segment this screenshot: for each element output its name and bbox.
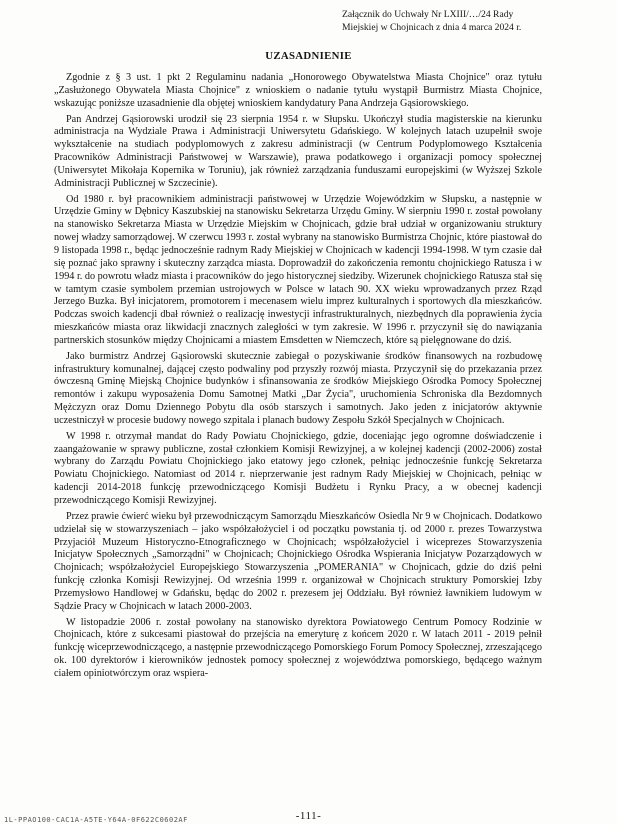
paragraph: Od 1980 r. był pracownikiem administracji państwowej w Urzędzie Wojewódzkim w Słupsku, a następnie w Urzędzie Gminy w Dębnicy Kaszubskiej na stanowisku Sekretarza Urzędu Gminy. W sierpniu 1990 r. został powołany na stanowisko Sekretarza Miasta w Urzędzie Miejskim w Chojnicach, gdzie brał udział w organizowaniu struktury nowej władzy samorządowej. W czerwcu 1993 r. został wybrany na stanowisko Burmistrza Chojnic, które piastował do 9 listopada 1998 r., będąc jednocześnie radnym Rady Miejskiej w Chojnicach w kadencji 1994-1998. W tym czasie dał się poznać jako sprawny i skuteczny zarządca miasta. Doprowadził do zakończenia remontu chojnickiego Ratusza i w 1994 r. do powrotu władz miasta i pracowników do jego historycznej siedziby. Wizerunek chojnickiego Ratusza stał się w tamtym czasie symbolem przemian ustrojowych w Polsce w latach 90. XX wieku wprowadzanych przez Rząd Jerzego Buzka. Był inicjatorem, promotorem i mecenasem wielu imprez kulturalnych i sportowych dla mieszkańców. Podczas swoich kadencji dbał również o realizację inwestycji infrastrukturalnych, niezbędnych dla poprawienia życia mieszkańców miasta oraz likwidacji znacznych zaległości w tym zakresie. W 1996 r. przyczynił się do nawiązania partnerskich stosunków między Chojnicami a miastem Emsdetten w Niemczech, które są pielęgnowane do dziś. (54, 193, 542, 346)
page-number: -111- (295, 810, 322, 822)
header-line-2: Miejskiej w Chojnicach z dnia 4 marca 2024 r. (342, 22, 522, 33)
paragraph: Jako burmistrz Andrzej Gąsiorowski skutecznie zabiegał o pozyskiwanie środków finansowych na rozbudowę infrastruktury komunalnej, dającej często podwaliny pod przyszły rozwój miasta. Przyczynił się do przekazania przez ówczesną Gminę Miejską Chojnice budynków i sfinansowania ze środków Miejskiego Ośrodka Pomocy Społecznej remontów i zakupu wyposażenia Domu Samotnej Matki „Dar Życia", uruchomienia Schroniska dla Bezdomnych Mężczyzn oraz Domu Dziennego Pobytu dla osób starszych i samotnych. Jako jeden z inicjatorów aktywnie uczestniczył w procesie budowy nowego szpitala i planach budowy Zespołu Szkół Specjalnych w Chojnicach. (54, 350, 542, 426)
header-line-1: Załącznik do Uchwały Nr LXIII/…/24 Rady (342, 9, 514, 20)
attachment-header (342, 8, 610, 34)
document-title: UZASADNIENIE (265, 50, 352, 62)
paragraph: Przez prawie ćwierć wieku był przewodniczącym Samorządu Mieszkańców Osiedla Nr 9 w Chojnicach. Dodatkowo udzielał się w stowarzyszeniach – jako współzałożyciel i od początku powstania tj. od 2000 r. prezes Towarzystwa Przyjaciół Muzeum Historyczno-Etnograficznego w Chojnicach; współzałożyciel i wiceprezes Stowarzyszenia Inicjatyw Społecznych „Samorządni" w Chojnicach; Chojnickiego Ośrodka Wspierania Inicjatyw Pozarządowych w Chojnicach; współzałożyciel Europejskiego Stowarzyszenia „POMERANIA" w Chojnicach, gdzie do dziś pełni funkcję członka Komisji Rewizyjnej. Od września 1999 r. organizował w Chojnicach struktury Pomorskiej Izby Przemysłowo Handlowej w Gdańsku, będąc do 2002 r. prezesem jej Oddziału. Był również ławnikiem ludowym w Sądzie Pracy w Chojnicach w latach 2000-2003. (54, 510, 542, 612)
paragraph: Zgodnie z § 3 ust. 1 pkt 2 Regulaminu nadania „Honorowego Obywatelstwa Miasta Chojnice" oraz tytułu „Zasłużonego Obywatela Miasta Chojnice" z wnioskiem o nadanie tytułu wystąpił Burmistrz Miasta Chojnice, wskazując poniższe uzasadnienie dla objętej wnioskiem kandydatury Pana Andrzeja Gąsiorowskiego. (54, 72, 542, 109)
paragraph: W 1998 r. otrzymał mandat do Rady Powiatu Chojnickiego, gdzie, doceniając jego ogromne doświadczenie i zaangażowanie w sprawy publiczne, został członkiem Komisji Rewizyjnej, a w kolejnej kadencji (2002-2006) został wybrany do Zarządu Powiatu Chojnickiego jako etatowy jego członek, pełniąc jednocześnie funkcję Sekretarza Powiatu Chojnickiego. Natomiast od 2014 r. nieprzerwanie jest radnym Rady Miejskiej w Chojnicach, pełniąc w kadencji 2014-2018 funkcję przewodniczącego Komisji Budżetu i Rynku Pracy, a w obecnej kadencji przewodniczącego Komisji Rewizyjnej. (54, 430, 542, 506)
footer-document-code: 1L-PPAO100-CAC1A-A5TE-Y64A-0F622C0602AF (4, 816, 188, 824)
paragraph: Pan Andrzej Gąsiorowski urodził się 23 sierpnia 1954 r. w Słupsku. Ukończył studia magisterskie na kierunku administracja na Wydziale Prawa i Administracji Uniwersytetu Gdańskiego. W kolejnych latach uzupełnił swoje wykształcenie na studiach podyplomowych z zakresu administracji (w Centrum Podyplomowego Kształcenia Pracowników Administracji Państwowej w Warszawie), prawa podatkowego i organizacji pomocy społecznej (Uniwersytet Mikołaja Kopernika w Toruniu), jak również zarządzania funduszami europejskimi (w Wyższej Szkole Administracji Publicznej w Szczecinie). (54, 113, 542, 189)
paragraph: W listopadzie 2006 r. został powołany na stanowisko dyrektora Powiatowego Centrum Pomocy Rodzinie w Chojnicach, które z sukcesami piastował do przejścia na emeryturę z końcem 2020 r. W latach 2011 - 2019 pełnił funkcję wiceprzewodniczącego, a następnie przewodniczącego Pomorskiego Forum Pomocy Społecznej, zrzeszającego ok. 100 dyrektorów i kierowników jednostek pomocy społecznej z województwa pomorskiego, będącego ważnym ciałem opiniotwórczym oraz wspiera- (54, 616, 542, 679)
document-body (54, 72, 542, 684)
